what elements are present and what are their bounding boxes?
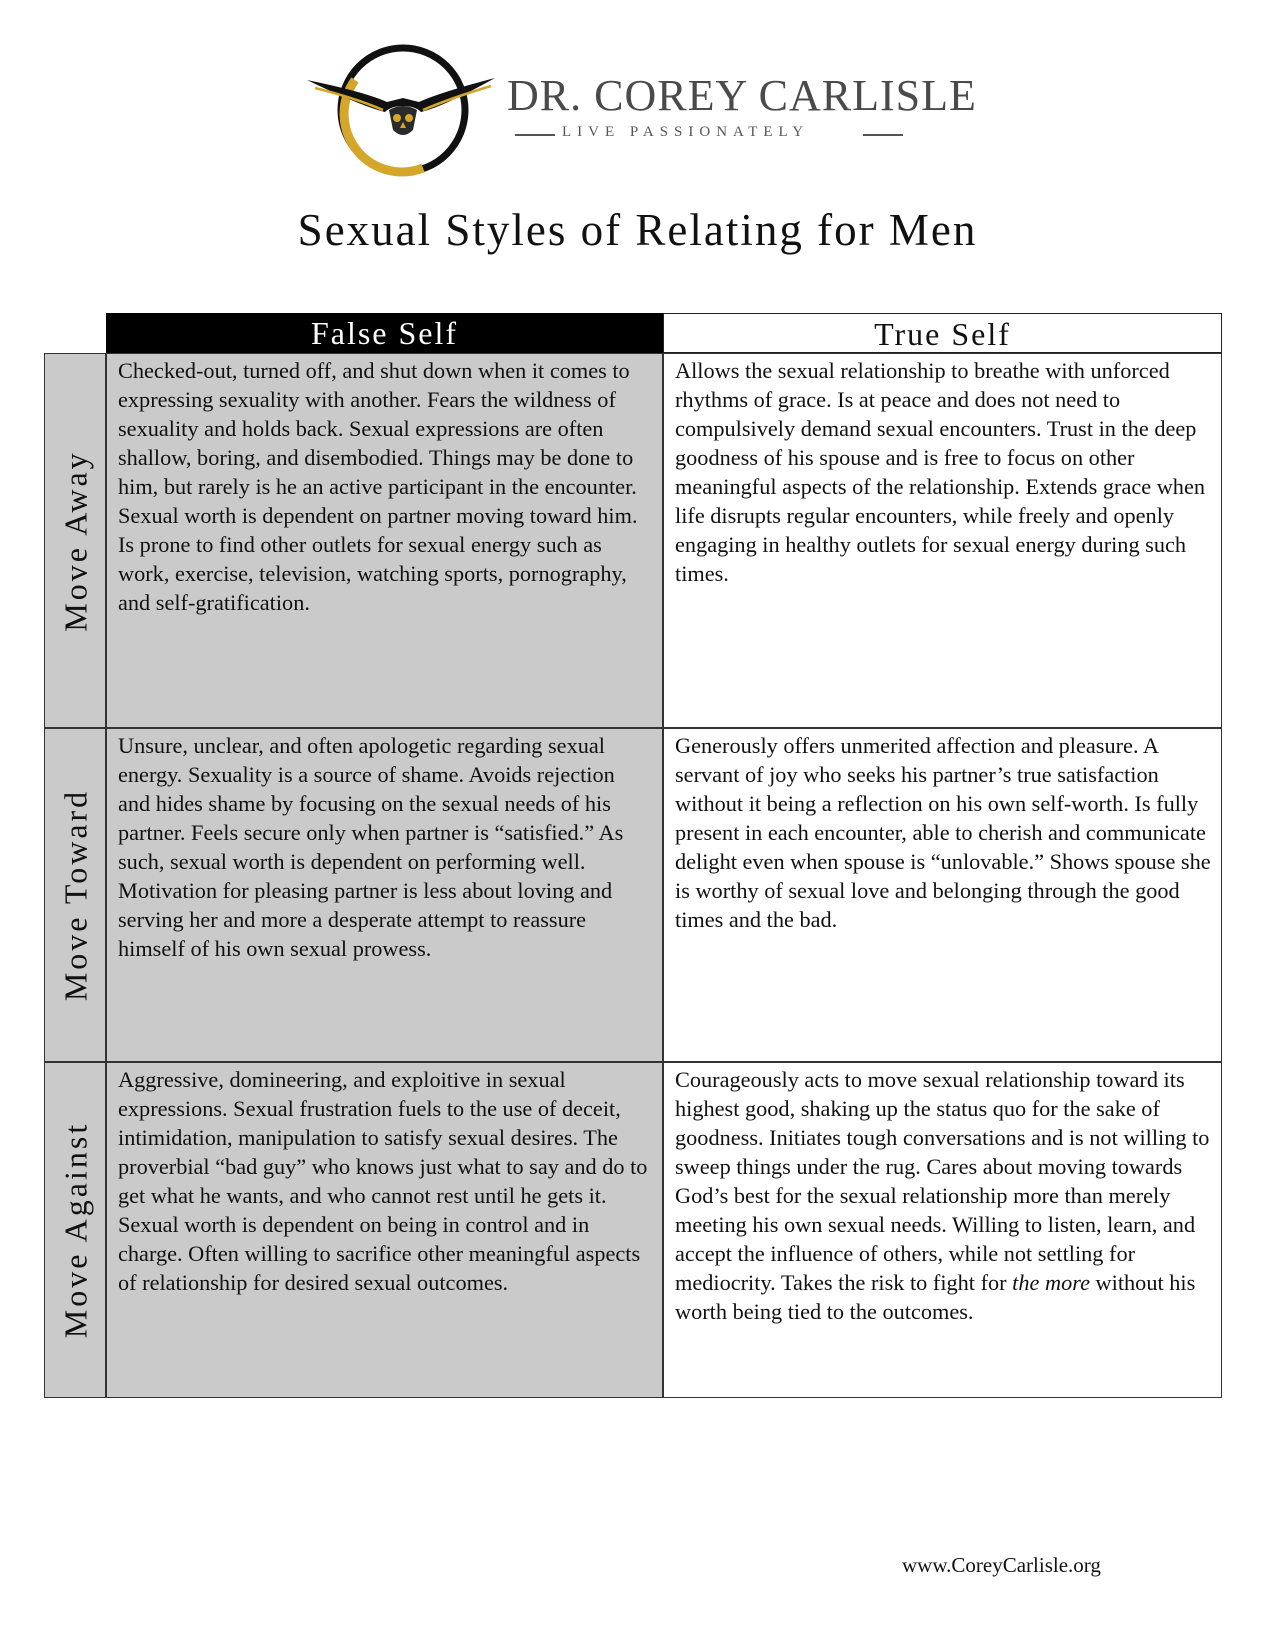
column-header-false-self: False Self — [106, 313, 663, 353]
cell-text: Aggressive, domineering, and exploitive in sexual expressions. Sexual frustration fuels to the use of deceit, intimidation, manipulation to satisfy sexual desires. The proverbial “bad guy” who knows just what to say and do to get what he wants, and who cannot rest until he gets it. Sexual worth is dependent on being in control and in charge. Often willing to sacrifice other meaningful aspects of relationship for desired sexual outcomes. — [118, 1067, 648, 1295]
styles-table — [44, 313, 1222, 1398]
row-label-move-against — [44, 1062, 106, 1398]
row-label-text: Move Toward — [57, 788, 94, 1002]
cell-text: Generously offers unmerited affection and pleasure. A servant of joy who seeks his partner’s true satisfaction without it being a reflection on his own self-worth. Is fully present in each encounter, able to cherish and communicate delight even when spouse is “unlovable.” Shows spouse she is worthy of sexual love and belonging through the good times and the bad. — [675, 733, 1211, 932]
cell-text-part: without his worth being tied to the outcomes. — [675, 1270, 1196, 1324]
cell-true-self-move-toward — [663, 728, 1222, 1062]
brand-tagline: LIVE PASSIONATELY — [562, 124, 810, 140]
cell-text — [675, 1065, 1211, 1326]
brand-logo — [305, 40, 985, 180]
cell-text-italic: the more — [1012, 1270, 1090, 1295]
website-link[interactable]: www.CoreyCarlisle.org — [902, 1553, 1101, 1577]
owl-in-circle-icon — [305, 40, 505, 180]
tagline-rule-left — [515, 134, 555, 136]
cell-true-self-move-against — [663, 1062, 1222, 1398]
cell-text-part: Courageously acts to move sexual relationship toward its highest good, shaking up the status quo for the sake of goodness. Initiates tough conversations and is not willing to sweep things under the rug. Cares about moving towards God’s best for the sexual relationship more than merely meeting his own sexual needs. Willing to listen, learn, and accept the influence of others, while not settling for mediocrity. Takes the risk to fight for — [675, 1067, 1210, 1295]
cell-false-self-move-toward — [106, 728, 663, 1062]
cell-text: Checked-out, turned off, and shut down when it comes to expressing sexuality with another. Fears the wildness of sexuality and holds back. Sexual expressions are often shallow, boring, and disembodied. Things may be done to him, but rarely is he an active participant in the encounter. Sexual worth is dependent on partner moving toward him. Is prone to find other outlets for sexual energy such as work, exercise, television, watching sports, pornography, and self-gratification. — [118, 358, 638, 615]
row-label-text: Move Against — [57, 1121, 94, 1339]
row-label-move-away — [44, 353, 106, 728]
cell-text: Unsure, unclear, and often apologetic regarding sexual energy. Sexuality is a source of shame. Avoids rejection and hides shame by focusing on the sexual needs of his partner. Feels secure only when partner is “satisfied.” As such, sexual worth is dependent on performing well. Motivation for pleasing partner is less about loving and serving her and more a desperate attempt to reassure himself of his own sexual prowess. — [118, 733, 624, 961]
cell-true-self-move-away — [663, 353, 1222, 728]
cell-false-self-move-against — [106, 1062, 663, 1398]
cell-text: Allows the sexual relationship to breathe with unforced rhythms of grace. Is at peace and does not need to compulsively demand sexual encounters. Trust in the deep goodness of his spouse and is free to focus on other meaningful aspects of the relationship. Extends grace when life disrupts regular encounters, while freely and openly engaging in healthy outlets for sexual energy during such times. — [675, 358, 1205, 586]
page-title: Sexual Styles of Relating for Men — [297, 205, 978, 255]
brand-name: DR. COREY CARLISLE — [507, 71, 977, 120]
row-label-move-toward — [44, 728, 106, 1062]
column-header-true-self: True Self — [663, 313, 1222, 353]
tagline-rule-right — [863, 134, 903, 136]
cell-false-self-move-away — [106, 353, 663, 728]
row-label-text: Move Away — [57, 449, 94, 632]
